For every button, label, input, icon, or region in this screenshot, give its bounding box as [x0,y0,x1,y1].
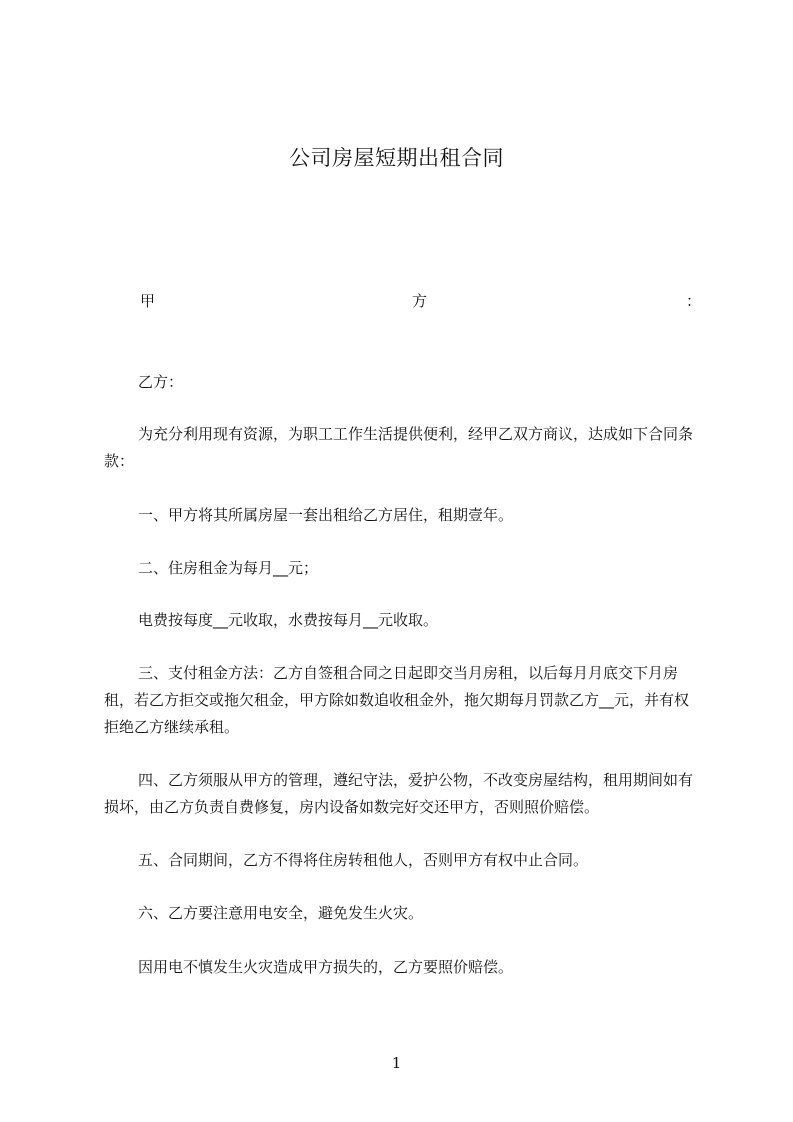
party-b-line: 乙方： [138,373,184,391]
clause-1: 一、甲方将其所属房屋一套出租给乙方居住，租期壹年。 [138,506,514,524]
clause-3: 三、支付租金方法：乙方自签租合同之日起即交当月房租，以后每月月底交下月房租，若乙方拒交或拖欠租金，甲方除如数追收租金外，拖欠期每月罚款乙方__元，并有权拒绝乙方继续承租。 [104,664,690,736]
party-a-line [138,290,702,314]
party-a-char-1: 甲 [140,292,156,310]
clause-6-note: 因用电不慎发生火灾造成甲方损失的，乙方要照价赔偿。 [138,958,514,976]
clause-6: 六、乙方要注意用电安全，避免发生火灾。 [138,904,424,922]
clause-2-utilities: 电费按每度__元收取，水费按每月__元收取。 [138,611,439,629]
clause-2: 二、住房租金为每月__元； [138,559,319,577]
document-title: 公司房屋短期出租合同 [289,146,504,170]
clause-4: 四、乙方须服从甲方的管理，遵纪守法，爱护公物，不改变房屋结构，租用期间如有损坏，由乙方负责自费修复，房内设备如数完好交还甲方，否则照价赔偿。 [104,771,694,816]
intro-paragraph: 为充分利用现有资源，为职工工作生活提供便利，经甲乙双方商议，达成如下合同条款： [104,425,694,470]
party-a-char-2: 方 [412,292,428,310]
party-a-colon: ： [686,292,702,310]
page-number: 1 [391,1054,402,1072]
clause-5: 五、合同期间，乙方不得将住房转租他人，否则甲方有权中止合同。 [138,851,589,869]
